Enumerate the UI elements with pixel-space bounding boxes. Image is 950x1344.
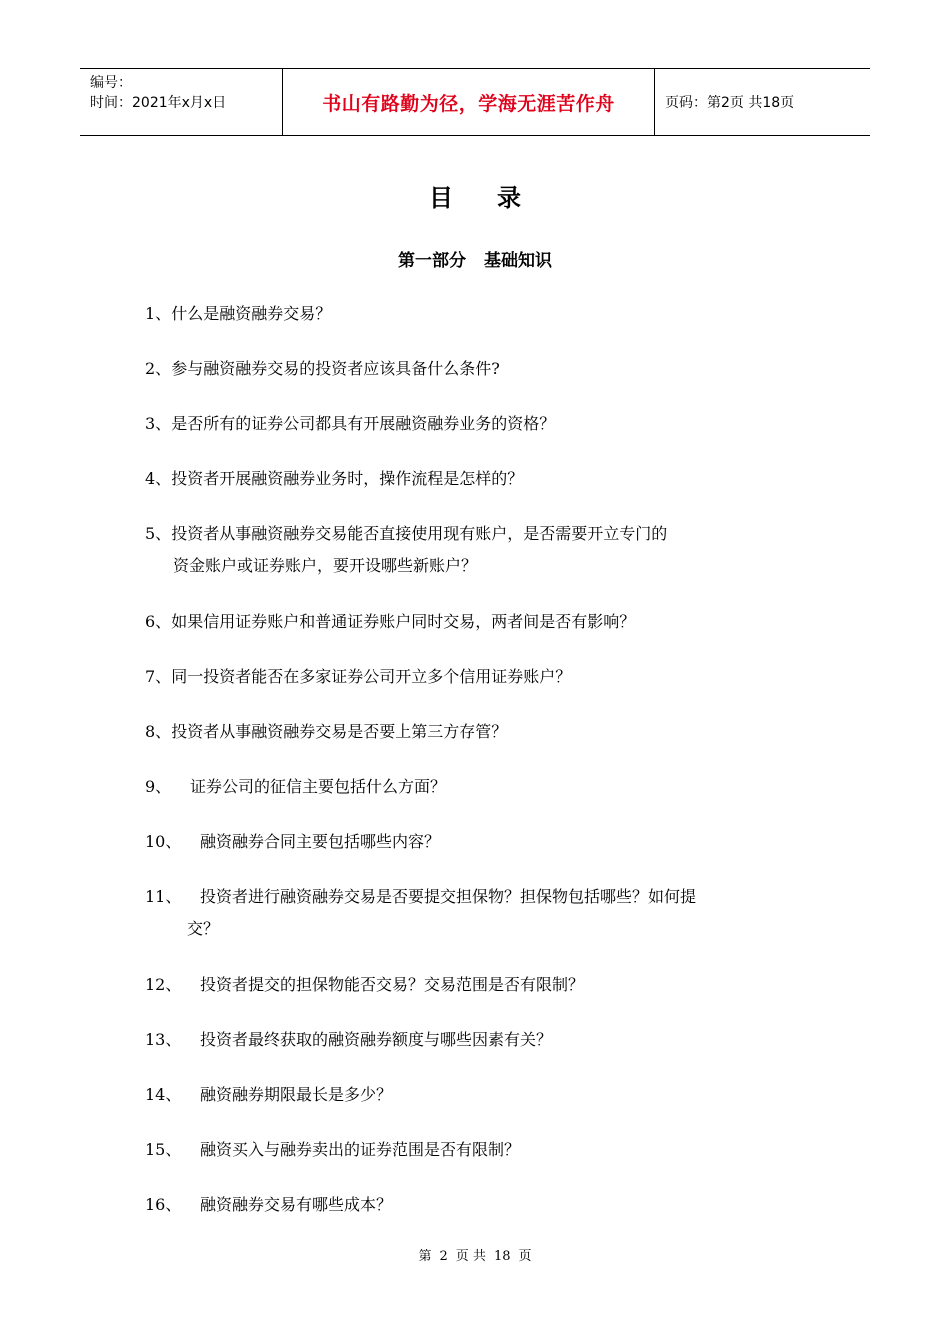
toc-item-line	[145, 887, 696, 906]
toc-item-number: 15、	[145, 1140, 182, 1159]
section-part: 第一部分	[398, 251, 466, 271]
toc-item-number: 2、	[145, 359, 172, 378]
toc-item-text: 融资融券交易有哪些成本？	[200, 1195, 393, 1214]
toc-item-line	[145, 667, 571, 686]
toc-item	[145, 716, 507, 748]
toc-item-text: 投资者开展融资融券业务时，操作流程是怎样的？	[171, 469, 524, 488]
toc-item-line	[145, 1195, 392, 1214]
toc-item-line	[145, 832, 440, 851]
toc-item-text: 投资者从事融资融券交易能否直接使用现有账户，是否需要开立专门的	[171, 524, 668, 543]
toc-item-continuation: 交？	[187, 919, 220, 938]
toc-item-number: 13、	[145, 1030, 182, 1049]
toc-item-number: 8、	[145, 722, 172, 741]
toc-item	[145, 408, 555, 440]
toc-item-number: 3、	[145, 414, 172, 433]
toc-item	[145, 969, 584, 1001]
toc-item-line	[145, 359, 500, 378]
document-header	[80, 68, 870, 136]
toc-item-line	[145, 524, 667, 543]
toc-item-number: 6、	[145, 612, 172, 631]
document-number-label: 编号：	[90, 75, 132, 91]
header-page-info: 页码：第2页 共18页	[665, 95, 795, 111]
toc-item-number: 5、	[145, 524, 172, 543]
toc-item	[145, 1189, 392, 1221]
footer-suffix: 页	[518, 1249, 532, 1264]
toc-item-number: 4、	[145, 469, 172, 488]
toc-item-continuation: 资金账户或证券账户，要开设哪些新账户？	[173, 556, 478, 575]
toc-item	[145, 353, 500, 385]
toc-item	[145, 771, 446, 803]
footer-prefix: 第	[418, 1249, 432, 1264]
toc-item-text: 融资融券期限最长是多少？	[200, 1085, 393, 1104]
toc-item-line	[145, 414, 555, 433]
toc-item	[145, 298, 331, 330]
toc-item-text: 什么是融资融券交易？	[171, 304, 332, 323]
toc-item-text: 投资者最终获取的融资融券额度与哪些因素有关？	[200, 1030, 553, 1049]
toc-item	[145, 1079, 392, 1111]
toc-item-line	[145, 1140, 520, 1159]
toc-item-line	[145, 1085, 392, 1104]
page-title: 目录	[429, 184, 565, 212]
toc-item-line	[145, 975, 584, 994]
header-meta	[80, 69, 282, 135]
page-footer	[0, 1245, 950, 1264]
toc-item-text: 融资融券合同主要包括哪些内容？	[200, 832, 441, 851]
footer-mid: 页 共	[455, 1249, 486, 1264]
section-name: 基础知识	[484, 251, 552, 271]
toc-item	[145, 826, 440, 858]
section-title	[0, 246, 950, 271]
toc-item	[145, 1024, 552, 1056]
toc-item-text: 投资者从事融资融券交易是否要上第三方存管？	[171, 722, 508, 741]
document-time-label: 时间：2021年x月x日	[90, 95, 227, 111]
toc-item-number: 9、	[145, 777, 172, 796]
toc-item-line	[145, 304, 331, 323]
toc-item-line	[145, 1030, 552, 1049]
toc-item	[145, 661, 571, 693]
toc-item-text: 融资买入与融券卖出的证券范围是否有限制？	[200, 1140, 521, 1159]
toc-item-text: 如果信用证券账户和普通证券账户同时交易，两者间是否有影响？	[171, 612, 636, 631]
toc-item-line	[145, 722, 507, 741]
toc-item-number: 12、	[145, 975, 182, 994]
header-motto-cell	[282, 69, 655, 135]
toc-item	[145, 463, 523, 495]
toc-item	[145, 1134, 520, 1166]
footer-current-page: 2	[439, 1249, 448, 1264]
toc-item-line	[145, 612, 635, 631]
toc-item-number: 7、	[145, 667, 172, 686]
toc-item-text: 同一投资者能否在多家证券公司开立多个信用证券账户？	[171, 667, 572, 686]
toc-item-line	[145, 469, 523, 488]
toc-item-text: 投资者提交的担保物能否交易？交易范围是否有限制？	[200, 975, 585, 994]
toc-item-text: 投资者进行融资融券交易是否要提交担保物？担保物包括哪些？如何提	[200, 887, 697, 906]
toc-item-number: 16、	[145, 1195, 182, 1214]
toc-item-number: 11、	[145, 887, 182, 906]
toc-item-number: 1、	[145, 304, 172, 323]
toc-item-number: 10、	[145, 832, 182, 851]
toc-item	[145, 606, 635, 638]
toc-item-text: 是否所有的证券公司都具有开展融资融券业务的资格？	[171, 414, 556, 433]
toc-item-line	[145, 777, 446, 796]
toc-item-number: 14、	[145, 1085, 182, 1104]
toc-item-text: 证券公司的征信主要包括什么方面？	[190, 777, 447, 796]
header-motto: 书山有路勤为径，学海无涯苦作舟	[322, 92, 615, 115]
toc-item	[145, 881, 696, 945]
toc-item-text: 参与融资融券交易的投资者应该具备什么条件?	[171, 359, 500, 378]
toc-item	[145, 518, 667, 582]
footer-total-pages: 18	[493, 1249, 511, 1264]
